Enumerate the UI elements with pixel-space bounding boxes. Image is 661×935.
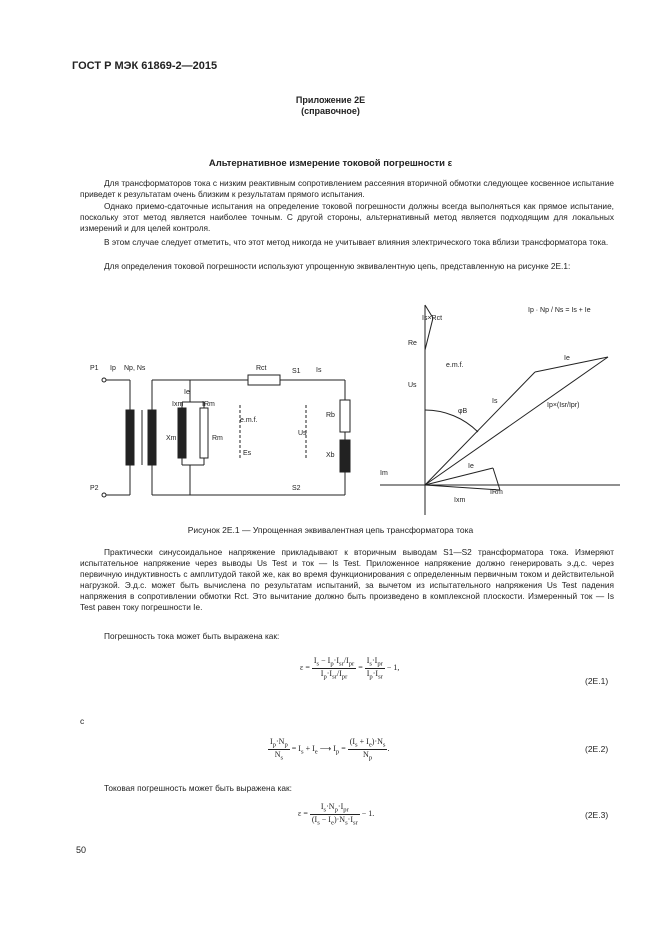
label-p2: P2 xyxy=(90,485,99,492)
label-irm: IRm xyxy=(202,401,215,408)
annex-subtitle: (справочное) xyxy=(301,106,360,116)
paragraph-6: Погрешность тока может быть выражена как: xyxy=(104,631,280,641)
label-is: Is xyxy=(316,367,322,374)
phasor-formula: Ip · Np / Ns = Is + Ie xyxy=(528,307,591,314)
label-emf: e.m.f. xyxy=(240,417,258,424)
paragraph-1: Для трансформаторов тока с низким реактивным сопротивлением рассеяния вторичной обмотки следующее косвенное испытание приведет к результатам очень близким к результатам прямого испытания. xyxy=(80,178,614,200)
paragraph-3: В этом случае следует отметить, что этот метод никогда не учитывает влияния электрического тока вблизи трансформатора тока. xyxy=(104,237,609,247)
label-es: Es xyxy=(243,450,252,457)
document-header: ГОСТ Р МЭК 61869-2—2015 xyxy=(72,60,218,72)
label-ie: Ie xyxy=(184,389,190,396)
label-np-ns: Np, Ns xyxy=(124,365,146,372)
equation-2e2: $\frac{I_p\cdot N_p}{N_s}$ = $I_s + I_e$ ⟶ $I_p$ = $\frac{(I_s + I_e)\cdot N_s}{N_p}$ . xyxy=(270,737,390,762)
label-ixm: Ixm xyxy=(172,401,184,408)
eq-number-3: (2Е.3) xyxy=(585,810,609,820)
label-rm: Rm xyxy=(212,435,223,442)
label-phasor-ie-top: Ie xyxy=(564,355,570,362)
eq-number-1: (2Е.1) xyxy=(585,676,609,686)
label-rct: Rct xyxy=(256,365,267,372)
label-phi: φB xyxy=(458,408,468,415)
eq-number-2: (2Е.2) xyxy=(585,744,609,754)
label-phasor-emf: e.m.f. xyxy=(446,362,464,369)
label-xm: Xm xyxy=(166,435,177,442)
label-phasor-ie: Ie xyxy=(468,463,474,470)
label-us: Us xyxy=(298,430,307,437)
label-is-rct: Is×Rct xyxy=(422,315,443,322)
page-number: 50 xyxy=(76,845,87,855)
label-ip-ratio: Ip×(Isr/Ipr) xyxy=(547,402,580,409)
paragraph-5: Практически синусоидальное напряжение прикладывают к вторичным выводам S1—S2 трансформатора тока. Измеряют испытательное напряжение через выводы Us Test и ток — Is Test. Приложенное напряжение должно генерировать э.д.с. через первичную индуктивность с амплитудой такой же, как во время функционирования с определенным первичным током и действительной нагрузкой. Э.д.с. может быть вычислена по результатам испытаний, за вычетом из испытательного напряжения Us Test падения напряжения в сопротивлении обмотки Rct. Это вычитание должно быть произведено в комплексной плоскости. Измеренный ток — Is Test равен току погрешности Ie. xyxy=(80,547,614,613)
label-rb: Rb xyxy=(326,412,335,419)
paragraph-2: Однако приемо-сдаточные испытания на определение токовой погрешности должны всегда выполняться как прямое испытание, поскольку этот метод является наиболее точным. С другой стороны, альтернативный метод является подходящим для локальных измерений и для целей контроля. xyxy=(80,201,614,234)
label-s2: S2 xyxy=(292,485,301,492)
equation-2e1: ε = $\frac{I_s - I_p\cdot I_{sr}/I_{pr}}{I_p\cdot I_{sr}/I_{pr}}$ = $\frac{I_s\cdot I_{pr}}{I_p\cdot I_{sr}}$ − 1, xyxy=(300,656,400,681)
section-title: Альтернативное измерение токовой погрешности ε xyxy=(208,158,453,169)
equation-2e3: ε = $\frac{I_s\cdot N_p\cdot I_{pr}}{(I_s - I_e)\cdot N_s\cdot I_{sr}}$ − 1. xyxy=(298,802,375,827)
paragraph-7: Токовая погрешность может быть выражена как: xyxy=(104,783,292,793)
paragraph-4: Для определения токовой погрешности используют упрощенную эквивалентную цепь, представленную на рисунке 2Е.1: xyxy=(104,261,571,271)
label-phasor-irm: IRm xyxy=(490,489,503,496)
label-p1: P1 xyxy=(90,365,99,372)
label-im: Im xyxy=(380,470,388,477)
conjunction: с xyxy=(80,716,85,726)
label-s1: S1 xyxy=(292,368,301,375)
figure-caption: Рисунок 2Е.1 — Упрощенная эквивалентная цепь трансформатора тока xyxy=(187,525,474,535)
label-re: Re xyxy=(408,340,417,347)
label-ip: Ip xyxy=(110,365,116,372)
equivalent-circuit-figure xyxy=(80,290,620,520)
annex-title: Приложение 2Е xyxy=(295,95,366,105)
label-phasor-is: Is xyxy=(492,398,498,405)
label-phasor-us: Us xyxy=(408,382,417,389)
label-phasor-ixm: Ixm xyxy=(454,497,466,504)
label-xb: Xb xyxy=(326,452,335,459)
